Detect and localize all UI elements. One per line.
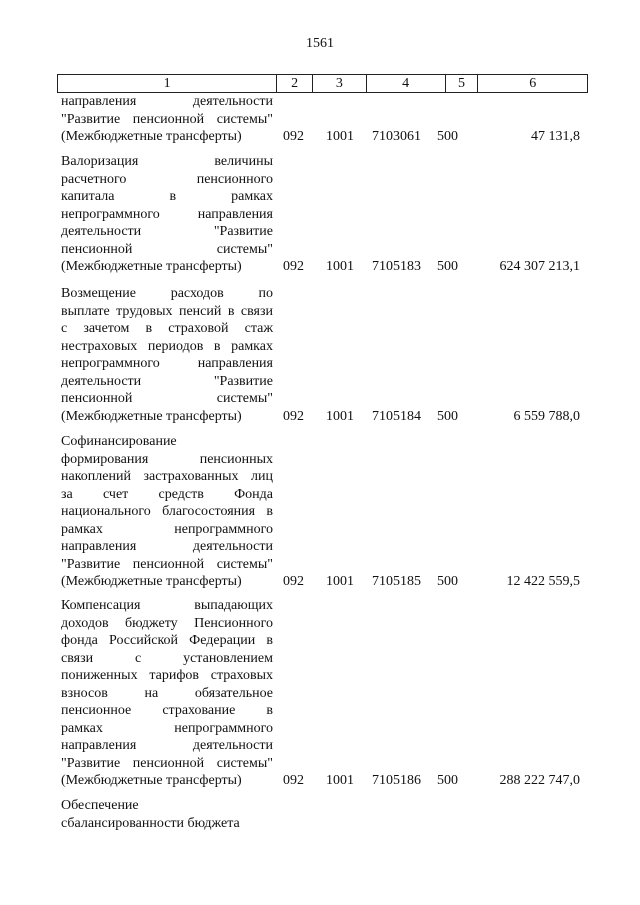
- description-line: сбалансированности бюджета: [61, 815, 240, 831]
- row-description: [61, 285, 273, 425]
- cell-col6: 12 422 559,5: [506, 574, 580, 589]
- table-header: [57, 74, 588, 93]
- cell-col4: 7105183: [372, 259, 421, 274]
- description-line: направления деятельности: [61, 94, 273, 109]
- cell-col3: 1001: [326, 574, 354, 589]
- description-line: с зачетом в страховой стаж: [61, 321, 273, 336]
- cell-col5: 500: [437, 574, 458, 589]
- description-line: "Развитие пенсионной системы": [61, 556, 273, 572]
- description-line: Обеспечение: [61, 798, 139, 813]
- description-line: (Межбюджетные трансферты): [61, 129, 242, 144]
- description-line: деятельности "Развитие: [61, 373, 273, 389]
- header-col-1: 1: [58, 75, 277, 92]
- description-line: (Межбюджетные трансферты): [61, 574, 242, 589]
- cell-col3: 1001: [326, 259, 354, 274]
- description-line: доходов бюджету Пенсионного: [61, 615, 273, 631]
- description-line: рамках непрограммного: [61, 720, 273, 736]
- cell-col2: 092: [283, 773, 304, 788]
- cell-col2: 092: [283, 259, 304, 274]
- header-col-3: 3: [313, 75, 367, 92]
- description-line: "Развитие пенсионной системы": [61, 755, 273, 771]
- description-line: Валоризация величины: [61, 154, 273, 169]
- cell-col6: 624 307 213,1: [499, 259, 580, 274]
- row-description: [61, 153, 273, 276]
- description-line: "Развитие пенсионной системы": [61, 111, 273, 127]
- header-col-5: 5: [446, 75, 479, 92]
- description-line: рамках непрограммного: [61, 521, 273, 537]
- row-description: [61, 797, 273, 832]
- row-description: [61, 93, 273, 146]
- description-line: Возмещение расходов по: [61, 286, 273, 301]
- description-line: направления деятельности: [61, 738, 273, 753]
- page-number: 1561: [306, 36, 334, 51]
- description-line: накоплений застрахованных лиц: [61, 469, 273, 484]
- description-line: Компенсация выпадающих: [61, 598, 273, 613]
- cell-col2: 092: [283, 574, 304, 589]
- cell-col4: 7105186: [372, 773, 421, 788]
- description-line: связи с установлением: [61, 650, 273, 666]
- cell-col4: 7103061: [372, 129, 421, 144]
- cell-col3: 1001: [326, 773, 354, 788]
- description-line: пенсионное страхование в: [61, 703, 273, 718]
- description-line: формирования пенсионных: [61, 451, 273, 467]
- row-description: [61, 597, 273, 790]
- cell-col4: 7105185: [372, 574, 421, 589]
- cell-col2: 092: [283, 408, 304, 424]
- cell-col3: 1001: [326, 129, 354, 144]
- cell-col2: 092: [283, 129, 304, 144]
- cell-col5: 500: [437, 408, 458, 424]
- description-line: (Межбюджетные трансферты): [61, 408, 242, 424]
- description-line: фонда Российской Федерации в: [61, 633, 273, 648]
- description-line: пенсионной системы": [61, 391, 273, 406]
- description-line: (Межбюджетные трансферты): [61, 259, 242, 274]
- description-line: пониженных тарифов страховых: [61, 668, 273, 683]
- header-col-4: 4: [367, 75, 446, 92]
- cell-col3: 1001: [326, 408, 354, 424]
- description-line: расчетного пенсионного: [61, 171, 273, 187]
- description-line: (Межбюджетные трансферты): [61, 773, 242, 788]
- description-line: капитала в рамках: [61, 189, 273, 204]
- cell-col6: 47 131,8: [531, 129, 580, 144]
- cell-col5: 500: [437, 773, 458, 788]
- cell-col5: 500: [437, 129, 458, 144]
- header-col-2: 2: [277, 75, 313, 92]
- cell-col6: 6 559 788,0: [513, 408, 580, 424]
- description-line: нестраховых периодов в рамках: [61, 338, 273, 354]
- cell-col4: 7105184: [372, 408, 421, 424]
- description-line: непрограммного направления: [61, 356, 273, 371]
- description-line: Софинансирование: [61, 434, 177, 449]
- row-description: [61, 433, 273, 591]
- header-col-6: 6: [529, 76, 537, 91]
- description-line: деятельности "Развитие: [61, 224, 273, 239]
- description-line: национального благосостояния в: [61, 504, 273, 519]
- description-line: пенсионной системы": [61, 241, 273, 257]
- cell-col6: 288 222 747,0: [499, 773, 580, 788]
- description-line: взносов на обязательное: [61, 685, 273, 701]
- description-line: за счет средств Фонда: [61, 486, 273, 502]
- cell-col5: 500: [437, 259, 458, 274]
- description-line: выплате трудовых пенсий в связи: [61, 303, 273, 319]
- description-line: направления деятельности: [61, 539, 273, 554]
- description-line: непрограммного направления: [61, 206, 273, 222]
